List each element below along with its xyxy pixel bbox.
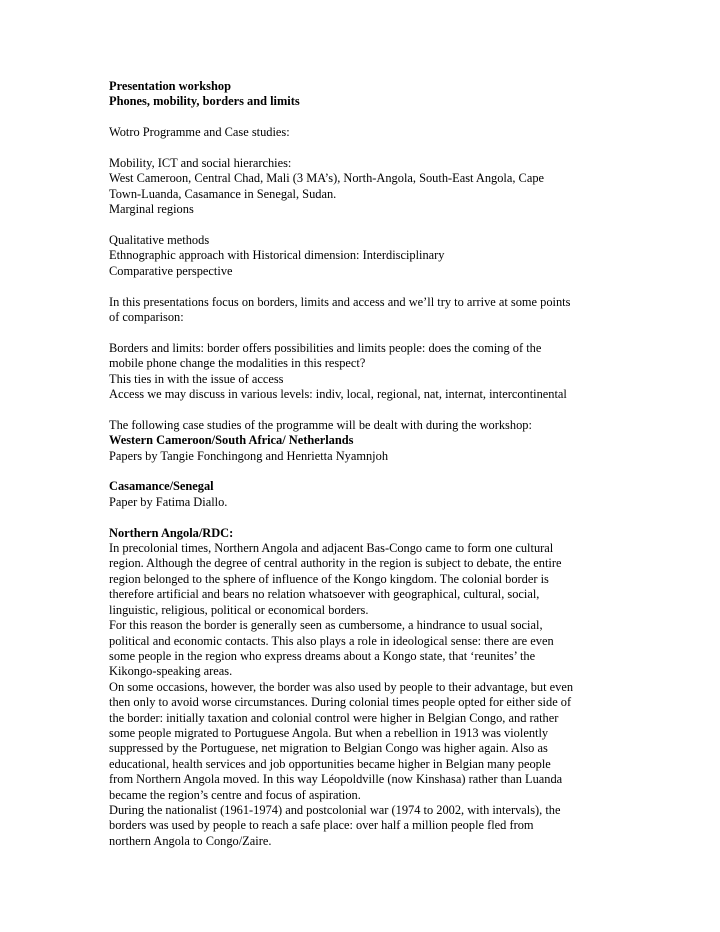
angola-text-line: political and economic contacts. This also plays a role in ideological sense: there are even [109, 633, 554, 648]
methods-line: Qualitative methods [109, 233, 210, 248]
case-heading-angola: Northern Angola/RDC: [109, 525, 234, 540]
mobility-line: Mobility, ICT and social hierarchies: [109, 156, 292, 170]
angola-text-line: the border: initially taxation and colonial control were higher in Belgian Congo, and rather [109, 710, 559, 725]
angola-text-line: educational, health services and job opportunities became higher in Belgian many people [109, 756, 551, 771]
spacer [109, 325, 609, 340]
mobility-line: West Cameroon, Central Chad, Mali (3 MA’s), North-Angola, South-East Angola, Cape [109, 171, 545, 186]
document-title: Presentation workshop [109, 79, 231, 93]
case-studies-intro: The following case studies of the programme will be dealt with during the workshop: [109, 417, 532, 432]
spacer [109, 110, 609, 125]
angola-text-line: On some occasions, however, the border was also used by people to their advantage, but even [109, 679, 574, 694]
angola-text-line: therefore artificial and bears no relation whatsoever with geographical, cultural, social, [109, 587, 540, 602]
case-heading-cameroon: Western Cameroon/South Africa/ Netherlands [109, 433, 354, 448]
methods-line: Ethnographic approach with Historical dimension: Interdisciplinary [109, 248, 445, 263]
case-text-casamance: Paper by Fatima Diallo. [109, 494, 228, 509]
mobility-line: Town-Luanda, Casamance in Senegal, Sudan. [109, 186, 337, 201]
angola-text-line: linguistic, religious, political or economical borders. [109, 602, 369, 617]
intro-paragraph: Wotro Programme and Case studies: [109, 125, 290, 140]
spacer [109, 464, 609, 479]
angola-text-line: Kikongo-speaking areas. [109, 664, 233, 679]
borders-line: This ties in with the issue of access [109, 371, 284, 386]
angola-text-line: then only to avoid worse circumstances. During colonial times people opted for either side of [109, 695, 572, 710]
angola-text-line: northern Angola to Congo/Zaire. [109, 833, 272, 848]
angola-text-line: borders was used by people to reach a safe place: over half a million people fled from [109, 818, 534, 833]
angola-text-line: suppressed by the Portuguese, net migration to Belgian Congo was higher again. Also as [109, 741, 548, 756]
angola-text-line: During the nationalist (1961-1974) and postcolonial war (1974 to 2002, with intervals), the [109, 802, 561, 817]
case-text-cameroon: Papers by Tangie Fonchingong and Henrietta Nyamnjoh [109, 448, 389, 463]
focus-line: of comparison: [109, 310, 184, 325]
angola-body [109, 541, 609, 849]
spacer [109, 510, 609, 525]
borders-line: Access we may discuss in various levels: indiv, local, regional, nat, internat, intercontinental [109, 387, 567, 402]
angola-text-line: from Northern Angola moved. In this way Léopoldville (now Kinshasa) rather than Luanda [109, 772, 563, 787]
angola-text-line: region. Although the degree of central authority in the region is subject to debate, the entire [109, 556, 562, 571]
angola-text-line: became the region’s centre and focus of aspiration. [109, 787, 361, 802]
angola-text-line: For this reason the border is generally seen as cumbersome, a hindrance to usual social, [109, 618, 543, 633]
case-heading-casamance: Casamance/Senegal [109, 479, 214, 494]
angola-text-line: region belonged to the sphere of influence of the Kongo kingdom. The colonial border is [109, 571, 549, 586]
spacer [109, 218, 609, 233]
angola-text-line: some people migrated to Portuguese Angola. But when a rebellion in 1913 was violently [109, 725, 549, 740]
angola-text-line: In precolonial times, Northern Angola and adjacent Bas-Congo came to form one cultural [109, 541, 554, 556]
spacer [109, 402, 609, 417]
spacer [109, 279, 609, 294]
methods-line: Comparative perspective [109, 263, 233, 278]
document-subtitle: Phones, mobility, borders and limits [109, 94, 300, 109]
borders-line: Borders and limits: border offers possibilities and limits people: does the coming of the [109, 340, 542, 355]
mobility-line: Marginal regions [109, 202, 194, 217]
spacer [109, 141, 609, 156]
focus-line: In this presentations focus on borders, limits and access and we’ll try to arrive at some points [109, 294, 571, 309]
borders-line: mobile phone change the modalities in this respect? [109, 356, 366, 371]
angola-text-line: some people in the region who express dreams about a Kongo state, that ‘reunites’ the [109, 648, 536, 663]
document-page [109, 79, 609, 849]
